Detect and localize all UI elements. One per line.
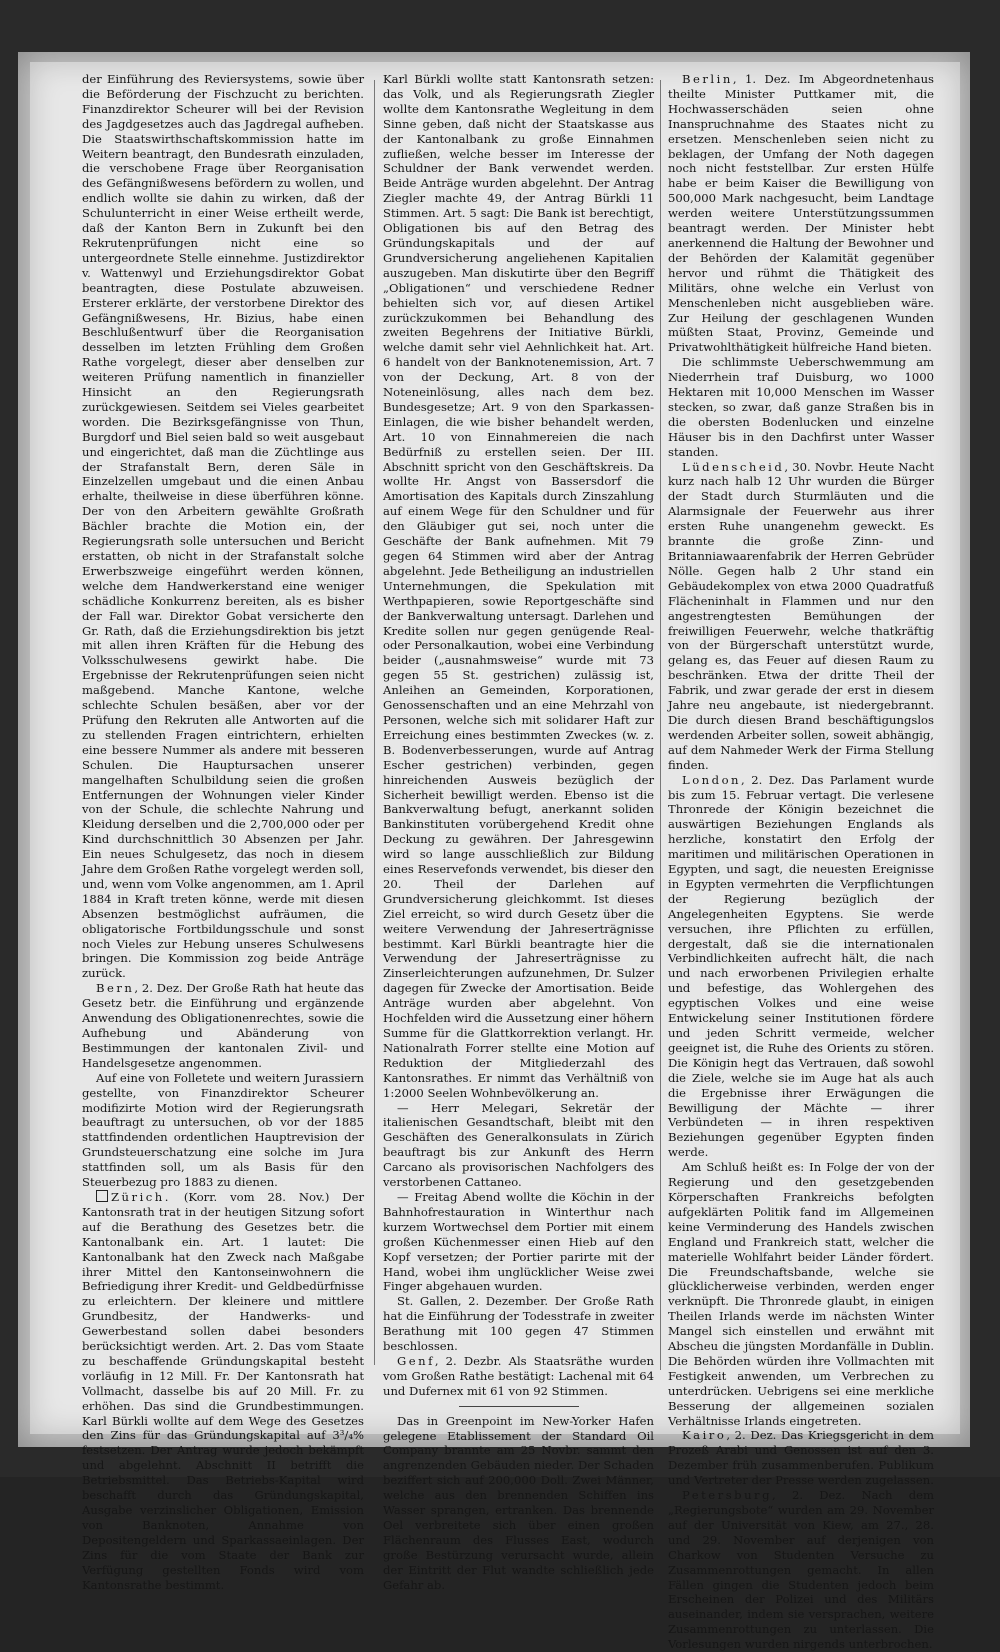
article-genf: Genf, 2. Dezbr. Als Staatsräthe wurden vom Großen Rathe bestätigt: Lachenal mit 64 und Dufernex mit 61 von 92 Stimmen. [383, 1353, 654, 1398]
article-new-york-fire: Das in Greenpoint im New-Yorker Hafen gelegene Etablissement der Standard Oil Company brannte am 25 Novbr. sammt den angrenzenden Gebäuden nieder. Der Schaden beziffert sich auf 200,000 Doll. Zwei Männer, welche aus den brennenden Schiffen ins Wasser sprangen, ertranken. Das brennende Oel verbreitete sich über einen großen Flächenraum des Flusses East, wodurch große Bestürzung verursacht wurde, allein der Eintritt der Flut wandte schließlich jede Gefahr ab. [383, 1413, 654, 1592]
article-melegari: — Herr Melegari, Sekretär der italienischen Gesandtschaft, bleibt mit den Geschäften des Generalkonsulats in Zürich beauftragt bis zur Ankunft des Herrn Carcano als provisorischen Nachfolgers des verstorbenen Cattaneo. [383, 1100, 654, 1190]
article-zuerich-kantonalbank: Zürich. (Korr. vom 28. Nov.) Der Kantonsrath trat in der heutigen Sitzung sofort auf die Berathung des Gesetzes betr. die Kantonalbank ein. Art. 1 lautet: Die Kantonalbank hat den Zweck nach Maßgabe ihrer Mittel den Kantonseinwohnern die Befriedigung ihrer Kredit- und Geldbedürfnisse zu erleichtern. Der kleinere und mittlere Grundbesitz, der Handwerks- und Gewerbestand sollen dabei besonders berücksichtigt werden. Art. 2. Das vom Staate zu beschaffende Gründungskapital besteht vorläufig in 12 Mill. Fr. Der Kantonsrath hat Vollmacht, dasselbe bis auf 20 Mill. Fr. zu erhöhen. Das sind die Grundbestimmungen. Karl Bürkli wollte auf dem Wege des Gesetzes den Zins für das Gründungskapital auf 3³/₄% festsetzen. Der Antrag wurde jedoch bekämpft und abgelehnt. Abschnitt II betrifft die Betriebsmittel. Das Betriebs-Kapital wird beschafft durch das Gründungskapital, Ausgabe verzinslicher Obligationen, Emission von Banknoten, Annahme von Depositengeldern und Sparkassaeinlagen. Der Zins für die vom Staate der Bank zur Verfügung gestellten Fonds wird vom Kantonsrathe bestimmt. [82, 1189, 364, 1592]
article-london-ireland: Am Schluß heißt es: In Folge der von der Regierung und den gesetzgebenden Körperschaften Frankreichs befolgten aufgeklärten Politik fand im Allgemeinen keine Verminderung des Handels zwischen England und Frankreich statt, welcher die materielle Wohlfahrt beider Länder fördert. Die Freundschaftsbande, welche sie glücklicherweise verbinden, werden enger verknüpft. Die Thronrede glaubt, in einigen Theilen Irlands werde im nächsten Winter Mangel sich einstellen und erwähnt mit Abscheu die jüngsten Mordanfälle in Dublin. Die Behörden würden ihre Vollmachten mit Festigkeit anwenden, um Verbrechen zu unterdrücken. Uebrigens sei eine merkliche Besserung der allgemeinen sozialen Verhältnisse Irlands eingetreten. [668, 1160, 934, 1428]
article-petersburg: Petersburg, 2. Dez. Nach dem „Regierungsbote“ wurden am 29. November auf der Universität von Kiew, am 27., 28. und 29. November auf derjenigen von Charkow von Studenten Versuche zu Zusammenrottungen gemacht. In allen Fällen gingen die Studenten jedoch beim Erscheinen der Polizei und des Militärs auseinander, indem sie versprachen, weitere Zusammenrottungen zu unterlassen. Die Vorlesungen wurden nirgends unterbrochen. [668, 1488, 934, 1652]
article-berlin-flood: Berlin, 1. Dez. Im Abgeordnetenhaus theilte Minister Puttkamer mit, die Hochwasserschäden seien ohne Inanspruchnahme des Staates nicht zu ersetzen. Menschenleben seien nicht zu beklagen, der Umfang der Noth dagegen noch nicht feststellbar. Zur ersten Hülfe habe er beim Kaiser die Bewilligung von 500,000 Mark nachgesucht, beim Landtage werden weitere Unterstützungssummen beantragt werden. Der Minister hebt anerkennend die Haltung der Bewohner und der Behörden der Kalamität gegenüber hervor und rühmt die Thätigkeit des Militärs, ohne welche ein Verlust von Menschenleben nicht ausgeblieben wäre. Zur Heilung der geschlagenen Wunden müßten Staat, Provinz, Gemeinde und Privatwohlthätigkeit hülfreiche Hand bieten. [668, 72, 934, 355]
dateline-place: Genf [397, 1353, 435, 1368]
dateline-place: St. Gallen [397, 1294, 458, 1309]
dateline-place: Berlin [682, 72, 733, 86]
article-duisburg: Die schlimmste Ueberschwemmung am Niederrhein traf Duisburg, wo 1000 Hektaren mit 10,000 Menschen im Wasser stecken, so zwar, daß ganze Straßen bis in die obersten Bodenlucken und einzelne Häuser bis in den Dachfirst unter Wasser standen. [668, 355, 934, 459]
column-divider [660, 80, 661, 1370]
section-rule [459, 1406, 579, 1407]
article-winterthur: — Freitag Abend wollte die Köchin in der Bahnhofrestauration in Winterthur nach kurzem Wortwechsel dem Portier mit einem großen Küchenmesser einen Hieb auf den Kopf versetzen; der Portier parirte mit der Hand, wobei ihm unglücklicher Weise zwei Finger abgehauen wurden. [383, 1189, 654, 1294]
column-left [82, 72, 364, 1592]
dateline-place: Lüdenscheid [682, 459, 785, 474]
article-london-parliament: London, 2. Dez. Das Parlament wurde bis zum 15. Februar vertagt. Die verlesene Thronrede der Königin bezeichnet die auswärtigen Beziehungen Englands als herzliche, konstatirt den Erfolg der maritimen und militärischen Operationen in Egypten, und sagt, die neuesten Ereignisse in Egypten vermehrten die Verpflichtungen der Regierung bezüglich der Angelegenheiten Egyptens. Sie werde versuchen, ihre Pflichten zu erfüllen, dergestalt, daß sie die internationalen Verbindlichkeiten aufrecht hält, die nach und nach erworbenen Privilegien erhalte und befestige, das Wohlergehen des egyptischen Volkes und eine weise Entwickelung seiner Institutionen fördere und jeden Schritt vermeide, welcher geeignet ist, die Ruhe des Orients zu stören. Die Königin hegt das Vertrauen, daß sowohl die Ziele, welche sie im Auge hat als auch die Ergebnisse ihrer Erwägungen die Bewilligung der Mächte — ihrer Verbündeten — in ihren respektiven Beziehungen gegenüber Egypten finden werde. [668, 772, 934, 1160]
column-divider [374, 80, 375, 1365]
article-st-gallen: St. Gallen, 2. Dezember. Der Große Rath hat die Einführung der Todesstrafe in zweiter Berathung mit 100 gegen 47 Stimmen beschlossen. [383, 1294, 655, 1354]
article-bern-prison-school: der Einführung des Reviersystems, sowie über die Beförderung der Fischzucht zu berichten. Finanzdirektor Scheurer will bei der Revision des Jagdgesetzes auch das Jagdregal aufheben. Die Staatswirthschaftskommission hatte im Weitern beantragt, den Bundesrath einzuladen, die verschobene Frage über Reorganisation des Gefängnißwesens befördern zu wollen, und endlich wollte sie dahin zu wirken, daß der Schulunterricht in einer Weise ertheilt werde, daß der Kanton Bern in Zukunft bei den Rekrutenprüfungen nicht eine so untergeordnete Stelle einnehme. Justizdirektor v. Wattenwyl und Erziehungsdirektor Gobat beantragten, diese Postulate abzuweisen. Ersterer erklärte, der verstorbene Direktor des Gefängnißwesens, Hr. Bizius, habe einen Beschlußentwurf über die Reorganisation desselben im letzten Frühling dem Großen Rathe vorgelegt, dieser aber denselben zur weiteren Prüfung namentlich in finanzieller Hinsicht an den Regierungsrath zurückgewiesen. Seitdem sei Vieles gearbeitet worden. Die Bezirksgefängnisse von Thun, Burgdorf und Biel seien bald so weit ausgebaut und eingerichtet, daß man die Züchtlinge aus der Strafanstalt Bern, deren Säle in Einzelzellen umgebaut und die einen Anbau erhalte, theilweise in diese überführen könne. Der von den Arbeitern gewählte Großrath Bächler brachte die Motion ein, der Regierungsrath solle untersuchen und Bericht erstatten, ob nicht in der Strafanstalt solche Erwerbszweige eingeführt werden können, welche dem Handwerkerstand eine weniger schädliche Konkurrenz bereiten, als es bisher der Fall war. Direktor Gobat versicherte den Gr. Rath, daß die Erziehungsdirektion bis jetzt mit allen ihren Kräften für die Hebung des Volksschulwesens gewirkt habe. Die Ergebnisse der Rekrutenprüfungen seien nicht maßgebend. Manche Kantone, welche schlechte Schulen besäßen, aber vor der Prüfung den Rekruten alle Antworten auf die zu stellenden Fragen eintrichtern, erhielten eine bessere Nummer als andere mit besseren Schulen. Die Hauptursachen unserer mangelhaften Schulbildung seien die großen Entfernungen der Wohnungen vieler Kinder von der Schule, die schlechte Nahrung und Kleidung derselben und die 2,700,000 oder per Kind durchschnittlich 30 Absenzen per Jahr. Ein neues Schulgesetz, das noch in diesem Jahre dem Großen Rathe vorgelegt werden soll, und, wenn vom Volke angenommen, am 1. April 1884 in Kraft treten könne, werde mit diesen Absenzen bestmöglichst aufräumen, die obligatorische Fortbildungsschule und sonst noch Vieles zur Hebung unseres Schulwesens bringen. Die Kommission zog beide Anträge zurück. [82, 72, 364, 981]
article-zuerich-kantonalbank-cont: Karl Bürkli wollte statt Kantonsrath setzen: das Volk, und als Regierungsrath Ziegler wollte dem Kantonsrathe Wegleitung in dem Sinne geben, daß nicht der Staatskasse aus der Kantonalbank zu große Einnahmen zufließen, welche besser im Interesse der Schuldner der Bank verwendet werden. Beide Anträge wurden abgelehnt. Der Antrag Ziegler machte 49, der Antrag Bürkli 11 Stimmen. Art. 5 sagt: Die Bank ist berechtigt, Obligationen bis auf den Betrag des Gründungskapitals und der auf Grundversicherung angeliehenen Kapitalien auszugeben. Man diskutirte über den Begriff „Obligationen“ und verschiedene Redner behielten sich vor, auf diesen Artikel zurückzukommen bei Behandlung des zweiten Begehrens der Initiative Bürkli, welche damit sehr viel Aehnlichkeit hat. Art. 6 handelt von der Banknotenemission, Art. 7 von der Deckung, Art. 8 von der Noteneinlösung, alles nach dem bez. Bundesgesetze; Art. 9 von den Sparkassen-Einlagen, die wie bisher behandelt werden, Art. 10 von Einnahmereien die nach Bedürfniß zu erstellen seien. Der III. Abschnitt spricht von den Geschäftskreis. Da wollte Hr. Angst von Bassersdorf die Amortisation des Kapitals durch Zinszahlung auf einem Wege für den Schuldner und für den Gläubiger gut sei, noch unter die Geschäfte der Bank aufnehmen. Mit 79 gegen 64 Stimmen wird aber der Antrag abgelehnt. Jede Betheiligung an industriellen Unternehmungen, die Spekulation mit Werthpapieren, sowie Reportgeschäfte sind der Bankverwaltung untersagt. Darlehen und Kredite sollen nur gegen genügende Real- oder Personalkaution, wobei eine Verbindung beider („ausnahmsweise“ wurde mit 73 gegen 55 St. gestrichen) zulässig ist, Anleihen an Gemeinden, Korporationen, Genossenschaften und an eine Mehrzahl von Personen, welche sich mit solidarer Haft zur Erreichung eines bestimmten Zweckes (w. z. B. Bodenverbesserungen, wurde auf Antrag Escher gestrichen) verbinden, gegen hinreichenden Ausweis bezüglich der Sicherheit bewilligt werden. Ebenso ist die Bankverwaltung befugt, anerkannt soliden Bankinstituten vorübergehend Kredit ohne Deckung zu gewähren. Der Jahresgewinn wird so lange ausschließlich zur Bildung eines Reservefonds verwendet, bis dieser den 20. Theil der Darlehen auf Grundversicherung gleichkommt. Ist dieses Ziel erreicht, so wird durch Gesetz über die weitere Verwendung der Jahreserträgnisse bestimmt. Karl Bürkli beantragte hier die Verwendung der Jahreserträgnisse zu Zinserleichterungen aufzunehmen, Dr. Sulzer dagegen für Zwecke der Amortisation. Beide Anträge wurden aber abgelehnt. Von Hochfelden wird die Aussetzung einer höhern Summe für die Glattkorrektion verlangt. Hr. Nationalrath Forrer stellte eine Motion auf Reduktion der Mitgliederzahl des Kantonsrathes. Er nimmt das Verhältniß von 1:2000 Seelen Wohnbevölkerung an. [383, 72, 654, 1100]
dateline-place: Zürich. [111, 1189, 171, 1204]
dateline-place: London [682, 772, 742, 787]
article-kairo: Kairo, 2. Dez. Das Kriegsgericht in dem Prozeß Arabi und Genossen ist auf den 3. Dezember früh zusammenberufen. Publikum und Vertreter der Presse werden zugelassen. [668, 1428, 934, 1488]
dateline-place: Kairo [682, 1428, 727, 1443]
dateline-place: Petersburg [682, 1488, 773, 1503]
article-jura-motion: Auf eine von Folletete und weitern Jurassiern gestellte, von Finanzdirektor Scheurer modifizirte Motion wird der Regierungsrath beauftragt zu untersuchen, ob vor der 1885 stattfindenden ordentlichen Hauptrevision der Grundsteuerschatzung eine solche im Jura stattfinden soll, um als Basis für den Steuerbezug pro 1883 zu dienen. [82, 1070, 364, 1190]
article-luedenscheid: Lüdenscheid, 30. Novbr. Heute Nacht kurz nach halb 12 Uhr wurden die Bürger der Stadt durch Sturmläuten und die Alarmsignale der Feuerwehr aus ihrer ersten Ruhe unangenehm geweckt. Es brannte die große Zinn- und Britanniawaarenfabrik der Herren Gebrüder Nölle. Gegen halb 2 Uhr stand ein Gebäudekomplex von etwa 2000 Quadratfuß Flächeninhalt in Flammen und nur den angestrengtesten Bemühungen der freiwilligen Feuerwehr, welche thatkräftig von der Bürgerschaft unterstützt wurde, gelang es, das Feuer auf diesen Raum zu beschränken. Etwa der dritte Theil der Fabrik, und zwar gerade der erst in diesem Jahre neu angebaute, ist niedergebrannt. Die durch diesen Brand beschäftigungslos werdenden Arbeiter sollen, soweit abhängig, auf dem Nahmeder Werk der Firma Stellung finden. [668, 459, 934, 772]
box-marker-icon [96, 1190, 108, 1202]
article-bern-obligations: Bern, 2. Dez. Der Große Rath hat heute das Gesetz betr. die Einführung und ergänzende Anwendung des Obligationenrechtes, sowie die Aufhebung und Abänderung von Bestimmungen der kantonalen Zivil- und Handelsgesetze angenommen. [82, 981, 364, 1070]
column-right [668, 72, 934, 1652]
dateline-place: Bern [96, 981, 135, 996]
column-middle [383, 72, 655, 1592]
